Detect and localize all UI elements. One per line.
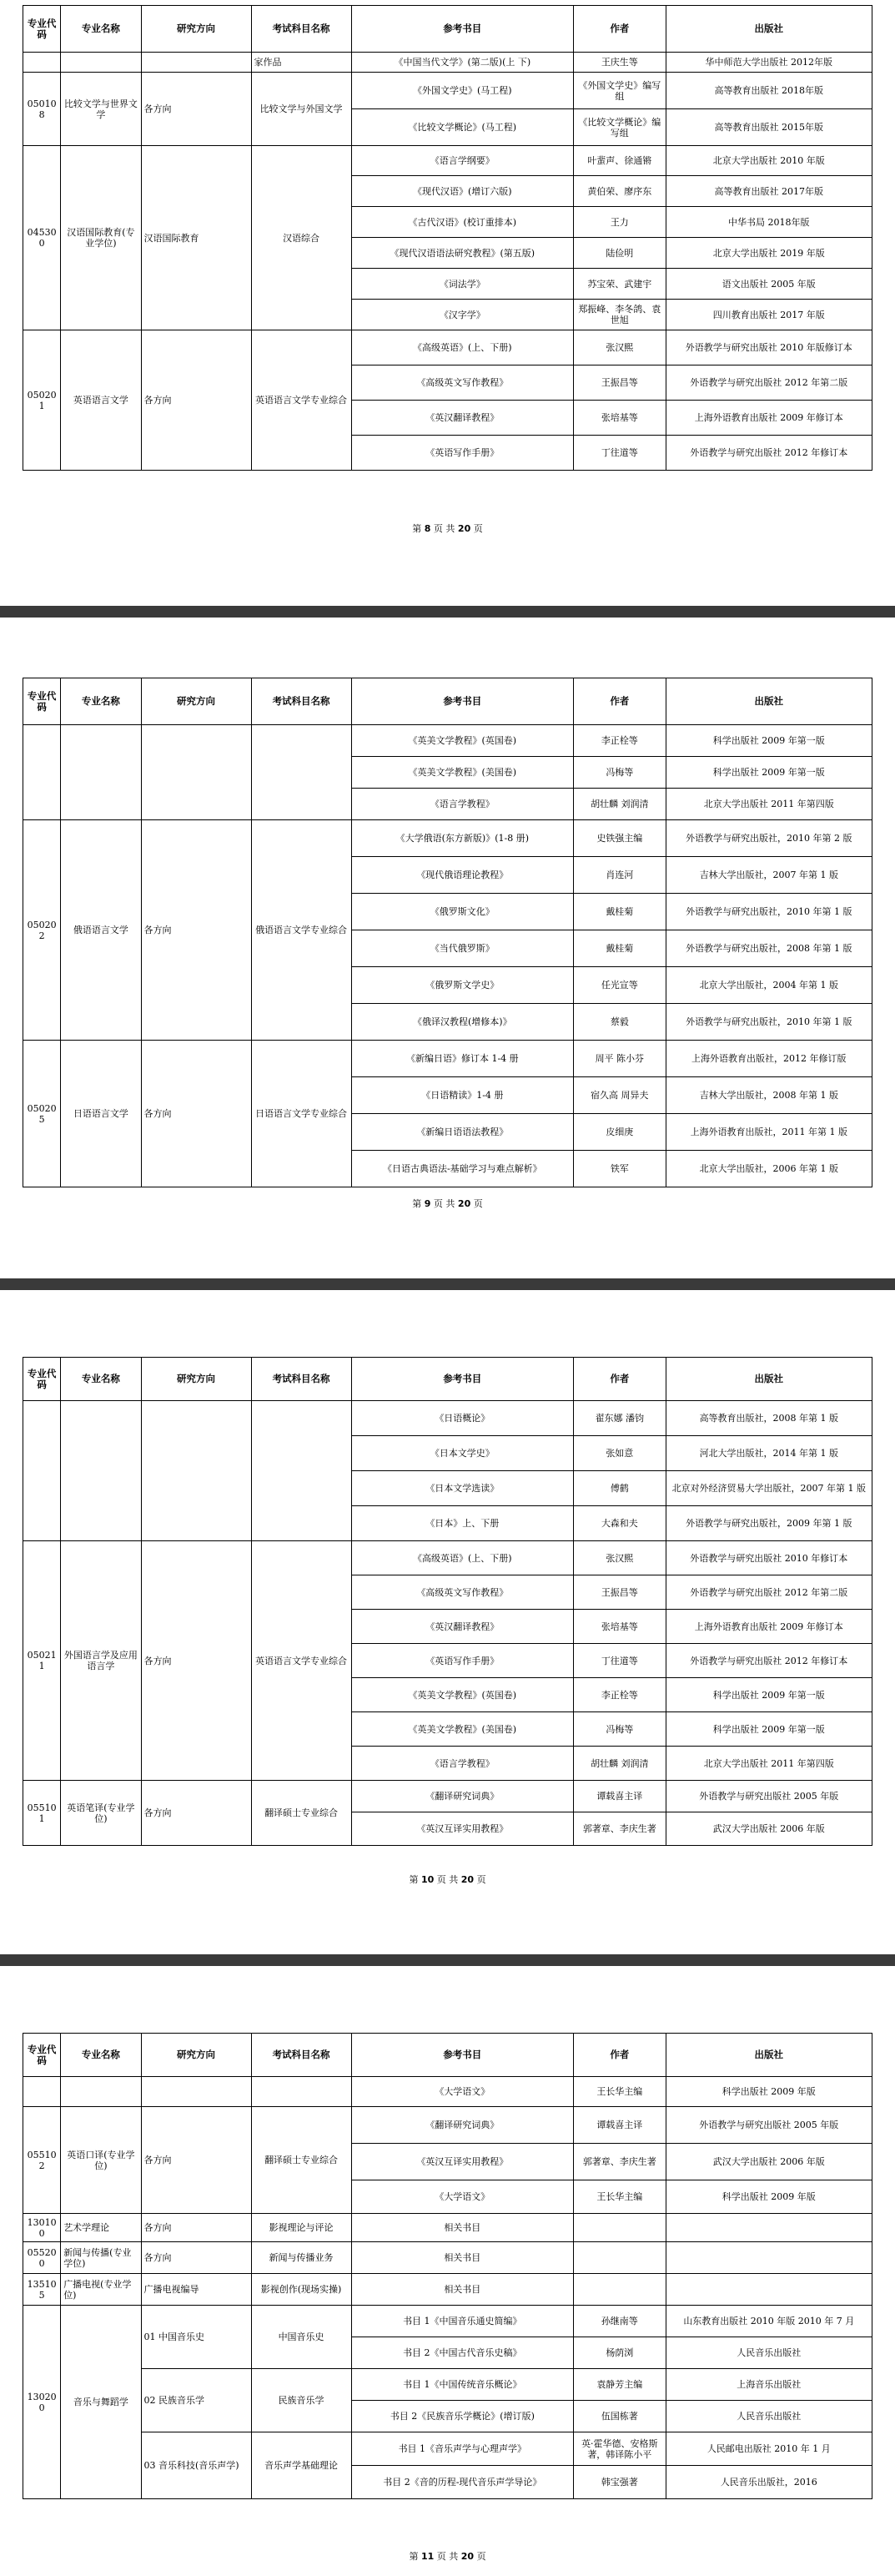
cell-publisher: 高等教育出版社 2018年版 [666,73,872,109]
table-row [23,2274,872,2306]
cell-publisher: 人民音乐出版社 [666,2401,872,2432]
header-direction: 研究方向 [141,2034,251,2077]
header-exam: 考试科目名称 [251,2034,351,2077]
cell-publisher: 外语教学与研究出版社 2012 年修订本 [666,1644,872,1678]
cell-exam: 新闻与传播业务 [251,2242,351,2274]
cell-author: 伍国栋著 [574,2401,666,2432]
cell-book: 《高级英语》(上、下册) [351,1541,573,1575]
cell-major: 英语语言文学 [61,330,141,471]
table-row [23,1541,872,1575]
cell-publisher [666,2274,872,2306]
header-book: 参考书目 [351,6,573,53]
page-11 [0,1966,895,2576]
cell-major [61,2077,141,2107]
cell-publisher: 北京大学出版社 2019 年版 [666,238,872,269]
cell-publisher: 武汉大学出版社 2006 年版 [666,1812,872,1846]
header-book: 参考书目 [351,678,573,725]
cell-major: 新闻与传播(专业学位) [61,2242,141,2274]
cell-author: 张汉熙 [574,330,666,365]
cell-code: 055200 [23,2242,61,2274]
cell-major [61,53,141,73]
cell-publisher: 山东教育出版社 2010 年版 2010 年 7 月 [666,2306,872,2337]
cell-book: 相关书目 [351,2274,573,2306]
cell-publisher: 人民邮电出版社 2010 年 1 月 [666,2432,872,2466]
cell-major: 音乐与舞蹈学 [61,2306,141,2499]
page-number: 9 [424,1198,431,1209]
header-publisher: 出版社 [666,678,872,725]
cell-author: 王长华主编 [574,2077,666,2107]
cell-book: 书目 1《中国传统音乐概论》 [351,2369,573,2401]
cell-book: 《俄罗斯文化》 [351,894,573,930]
cell-publisher: 语文出版社 2005 年版 [666,269,872,300]
cell-exam: 中国音乐史 [251,2306,351,2369]
cell-author: 胡壮麟 刘润清 [574,1747,666,1781]
cell-publisher: 外语教学与研究出版社 2010 年版修订本 [666,330,872,365]
cell-author [574,2214,666,2242]
cell-exam: 英语语言文学专业综合 [251,1541,351,1781]
header-publisher: 出版社 [666,6,872,53]
total-pages: 20 [457,1198,471,1209]
cell-author: 袁静芳主编 [574,2369,666,2401]
cell-publisher: 外语教学与研究出版社 2012 年第二版 [666,1575,872,1610]
total-pages: 20 [457,523,471,534]
header-exam: 考试科目名称 [251,678,351,725]
header-author: 作者 [574,1358,666,1401]
cell-exam [251,2077,351,2107]
cell-author: 周平 陈小芬 [574,1041,666,1077]
cell-code [23,1401,61,1541]
header-major: 专业名称 [61,6,141,53]
page-separator [0,606,895,618]
page-10 [0,1290,895,1954]
cell-author: 张培基等 [574,401,666,436]
header-publisher: 出版社 [666,2034,872,2077]
cell-author: 陆俭明 [574,238,666,269]
table-row [23,146,872,176]
cell-author: 张培基等 [574,1610,666,1644]
header-direction: 研究方向 [141,1358,251,1401]
cell-book: 《中国当代文学》(第二版)(上 下) [351,53,573,73]
cell-author [574,2274,666,2306]
cell-direction: 各方向 [141,330,251,471]
cell-author: 《外国文学史》编写组 [574,73,666,109]
cell-major: 艺术学理论 [61,2214,141,2242]
cell-exam: 音乐声学基础理论 [251,2432,351,2499]
cell-author: 孙继南等 [574,2306,666,2337]
cell-book: 《外国文学史》(马工程) [351,73,573,109]
cell-code: 055102 [23,2107,61,2214]
cell-book: 《英美文学教程》(英国卷) [351,1678,573,1712]
page-number: 10 [420,1874,435,1885]
cell-book: 书目 1《音乐声学与心理声学》 [351,2432,573,2466]
page-footer: 第 11 页 共 20 页 [409,2551,486,2562]
cell-book: 《英美文学教程》(美国卷) [351,1712,573,1747]
page-9 [0,618,895,1274]
cell-book: 《高级英文写作教程》 [351,365,573,401]
cell-publisher: 科学出版社 2009 年第一版 [666,725,872,757]
cell-direction: 各方向 [141,820,251,1041]
cell-publisher: 武汉大学出版社 2006 年版 [666,2144,872,2180]
cell-author: 李正栓等 [574,1678,666,1712]
total-pages: 20 [460,1874,475,1885]
cell-direction [141,53,251,73]
table-row [23,1041,872,1077]
cell-exam: 民族音乐学 [251,2369,351,2432]
cell-publisher: 外语教学与研究出版社，2009 年第 1 版 [666,1506,872,1541]
cell-major: 英语口译(专业学位) [61,2107,141,2214]
cell-author: 翟东娜 潘钧 [574,1401,666,1436]
cell-publisher: 北京大学出版社，2004 年第 1 版 [666,967,872,1004]
cell-book: 相关书目 [351,2214,573,2242]
cell-publisher: 上海外语教育出版社 2009 年修订本 [666,401,872,436]
header-publisher: 出版社 [666,1358,872,1401]
cell-publisher: 上海音乐出版社 [666,2369,872,2401]
cell-publisher: 外语教学与研究出版社，2010 年第 1 版 [666,894,872,930]
table-row [23,1781,872,1812]
cell-book: 《现代汉语》(增订六版) [351,176,573,207]
cell-publisher: 外语教学与研究出版社 2010 年修订本 [666,1541,872,1575]
cell-major: 汉语国际教育(专业学位) [61,146,141,330]
page-footer: 第 10 页 共 20 页 [409,1874,486,1885]
cell-exam: 日语语言文学专业综合 [251,1041,351,1187]
header-direction: 研究方向 [141,6,251,53]
cell-code: 050205 [23,1041,61,1187]
cell-book: 《日本》上、下册 [351,1506,573,1541]
cell-author: 戴桂菊 [574,930,666,967]
cell-author: 李正栓等 [574,725,666,757]
cell-book: 《大学俄语(东方新版)》(1-8 册) [351,820,573,857]
cell-author: 《比较文学概论》编写组 [574,109,666,146]
cell-author: 王力 [574,207,666,238]
table-row [23,2306,872,2337]
table-row [23,725,872,757]
cell-author [574,2242,666,2274]
cell-exam: 翻译硕士专业综合 [251,1781,351,1846]
cell-publisher: 高等教育出版社 2017年版 [666,176,872,207]
cell-book: 《翻译研究词典》 [351,2107,573,2144]
cell-publisher: 科学出版社 2009 年版 [666,2180,872,2214]
header-code: 专业代码 [23,1358,61,1401]
page-separator [0,1278,895,1290]
total-pages: 20 [460,2551,475,2562]
cell-author: 张如意 [574,1436,666,1471]
cell-author: 铁军 [574,1151,666,1187]
header-major: 专业名称 [61,2034,141,2077]
cell-author: 黄伯荣、廖序东 [574,176,666,207]
cell-book: 《日本文学选读》 [351,1471,573,1506]
cell-major [61,1401,141,1541]
cell-direction: 汉语国际教育 [141,146,251,330]
cell-author: 丁往道等 [574,436,666,471]
cell-direction [141,1401,251,1541]
cell-publisher: 上海外语教育出版社 2009 年修订本 [666,1610,872,1644]
cell-exam: 比较文学与外国文学 [251,73,351,146]
cell-author: 谭载喜主译 [574,1781,666,1812]
cell-author: 王庆生等 [574,53,666,73]
cell-book: 《新编日语语法教程》 [351,1114,573,1151]
cell-book: 《日本文学史》 [351,1436,573,1471]
header-exam: 考试科目名称 [251,1358,351,1401]
table-row [23,2242,872,2274]
cell-author: 谭载喜主译 [574,2107,666,2144]
cell-book: 《日语古典语法-基础学习与难点解析》 [351,1151,573,1187]
cell-major: 日语语言文学 [61,1041,141,1187]
cell-direction: 广播电视编导 [141,2274,251,2306]
cell-major: 广播电视(专业学位) [61,2274,141,2306]
cell-publisher: 高等教育出版社，2008 年第 1 版 [666,1401,872,1436]
cell-author: 史铁强主编 [574,820,666,857]
cell-publisher: 北京大学出版社，2006 年第 1 版 [666,1151,872,1187]
cell-code [23,725,61,820]
cell-author: 宿久高 周异夫 [574,1077,666,1114]
cell-book: 《当代俄罗斯》 [351,930,573,967]
cell-book: 《英语写作手册》 [351,1644,573,1678]
page-8 [0,0,895,601]
cell-author: 傅鹤 [574,1471,666,1506]
cell-book: 书目 1《中国音乐通史简编》 [351,2306,573,2337]
cell-book: 书目 2《中国古代音乐史稿》 [351,2337,573,2369]
cell-direction: 01 中国音乐史 [141,2306,251,2369]
cell-exam: 翻译硕士专业综合 [251,2107,351,2214]
cell-major: 俄语语言文学 [61,820,141,1041]
page-footer: 第 9 页 共 20 页 [412,1198,483,1209]
cell-book: 《语言学教程》 [351,1747,573,1781]
cell-author: 蔡毅 [574,1004,666,1041]
cell-book: 《英汉翻译教程》 [351,1610,573,1644]
cell-book: 《词法学》 [351,269,573,300]
header-major: 专业名称 [61,1358,141,1401]
cell-publisher: 北京大学出版社 2010 年版 [666,146,872,176]
cell-direction: 各方向 [141,2242,251,2274]
cell-exam: 家作品 [251,53,351,73]
cell-author: 冯梅等 [574,1712,666,1747]
cell-code: 130200 [23,2306,61,2499]
page-number: 8 [424,523,431,534]
cell-code: 050108 [23,73,61,146]
cell-publisher: 中华书局 2018年版 [666,207,872,238]
cell-major: 比较文学与世界文学 [61,73,141,146]
cell-book: 《古代汉语》(校订重排本) [351,207,573,238]
table-row [23,2214,872,2242]
cell-publisher: 外语教学与研究出版社，2010 年第 2 版 [666,820,872,857]
header-author: 作者 [574,6,666,53]
cell-book: 书目 2《民族音乐学概论》(增订版) [351,2401,573,2432]
cell-direction: 各方向 [141,73,251,146]
page-10-table [23,1357,872,1846]
cell-book: 《高级英语》(上、下册) [351,330,573,365]
header-major: 专业名称 [61,678,141,725]
cell-code: 045300 [23,146,61,330]
table-row [23,73,872,109]
cell-publisher: 北京对外经济贸易大学出版社，2007 年第 1 版 [666,1471,872,1506]
cell-code: 055101 [23,1781,61,1846]
cell-direction: 各方向 [141,1541,251,1781]
cell-publisher: 外语教学与研究出版社 2012 年第二版 [666,365,872,401]
cell-exam: 英语语言文学专业综合 [251,330,351,471]
cell-publisher: 北京大学出版社 2011 年第四版 [666,1747,872,1781]
cell-publisher: 四川教育出版社 2017 年版 [666,300,872,330]
page-9-table [23,678,872,1187]
header-code: 专业代码 [23,2034,61,2077]
cell-code [23,2077,61,2107]
cell-book: 《俄译汉教程(增修本)》 [351,1004,573,1041]
cell-author: 胡壮麟 刘润清 [574,789,666,820]
cell-author: 英·霍华德、安格斯著，韩译陈小平 [574,2432,666,2466]
cell-publisher: 科学出版社 2009 年第一版 [666,1712,872,1747]
cell-code: 135105 [23,2274,61,2306]
cell-book: 《日语概论》 [351,1401,573,1436]
cell-publisher: 外语教学与研究出版社，2008 年第 1 版 [666,930,872,967]
cell-author: 叶蜚声、徐通锵 [574,146,666,176]
cell-publisher [666,2214,872,2242]
cell-publisher: 吉林大学出版社，2007 年第 1 版 [666,857,872,894]
cell-exam [251,725,351,820]
cell-author: 冯梅等 [574,757,666,789]
table-row [23,2107,872,2144]
cell-exam: 俄语语言文学专业综合 [251,820,351,1041]
cell-publisher: 上海外语教育出版社，2011 年第 1 版 [666,1114,872,1151]
cell-major [61,725,141,820]
cell-publisher: 外语教学与研究出版社 2005 年版 [666,1781,872,1812]
cell-book: 《大学语文》 [351,2077,573,2107]
cell-exam: 影视创作(现场实操) [251,2274,351,2306]
cell-direction: 02 民族音乐学 [141,2369,251,2432]
table-row [23,2432,872,2466]
cell-publisher: 科学出版社 2009 年版 [666,2077,872,2107]
header-code: 专业代码 [23,6,61,53]
cell-author: 张汉熙 [574,1541,666,1575]
cell-exam: 汉语综合 [251,146,351,330]
cell-direction: 各方向 [141,2107,251,2214]
cell-code: 050201 [23,330,61,471]
cell-book: 《汉字学》 [351,300,573,330]
cell-publisher: 外语教学与研究出版社，2010 年第 1 版 [666,1004,872,1041]
table-row [23,820,872,857]
cell-author: 杨荫浏 [574,2337,666,2369]
page-number: 11 [420,2551,435,2562]
cell-book: 《英美文学教程》(英国卷) [351,725,573,757]
cell-direction: 各方向 [141,2214,251,2242]
page-footer: 第 8 页 共 20 页 [412,523,483,534]
cell-publisher: 外语教学与研究出版社 2005 年版 [666,2107,872,2144]
cell-book: 《语言学教程》 [351,789,573,820]
cell-author: 肖连河 [574,857,666,894]
cell-author: 郭著章、李庆生著 [574,2144,666,2180]
cell-book: 《高级英文写作教程》 [351,1575,573,1610]
page-11-table [23,2033,872,2499]
cell-book: 《现代俄语理论教程》 [351,857,573,894]
table-row [23,2369,872,2401]
cell-book: 《日语精读》1-4 册 [351,1077,573,1114]
cell-direction [141,725,251,820]
cell-publisher: 高等教育出版社 2015年版 [666,109,872,146]
cell-book: 《英美文学教程》(美国卷) [351,757,573,789]
cell-publisher: 吉林大学出版社，2008 年第 1 版 [666,1077,872,1114]
header-author: 作者 [574,678,666,725]
cell-author: 苏宝荣、武建宇 [574,269,666,300]
cell-publisher: 科学出版社 2009 年第一版 [666,1678,872,1712]
header-book: 参考书目 [351,1358,573,1401]
cell-author: 大森和夫 [574,1506,666,1541]
header-code: 专业代码 [23,678,61,725]
cell-author: 丁往道等 [574,1644,666,1678]
cell-author: 任光宣等 [574,967,666,1004]
cell-publisher: 北京大学出版社 2011 年第四版 [666,789,872,820]
cell-code: 130100 [23,2214,61,2242]
cell-direction: 各方向 [141,1781,251,1846]
cell-publisher: 上海外语教育出版社，2012 年修订版 [666,1041,872,1077]
cell-book: 《比较文学概论》(马工程) [351,109,573,146]
cell-book: 《新编日语》修订本 1-4 册 [351,1041,573,1077]
cell-code [23,53,61,73]
cell-author: 戴桂菊 [574,894,666,930]
header-book: 参考书目 [351,2034,573,2077]
cell-publisher: 人民音乐出版社，2016 [666,2466,872,2499]
cell-publisher: 外语教学与研究出版社 2012 年修订本 [666,436,872,471]
cell-exam: 影视理论与评论 [251,2214,351,2242]
cell-author: 王长华主编 [574,2180,666,2214]
cell-book: 《英汉翻译教程》 [351,401,573,436]
table-row [23,2077,872,2107]
header-exam: 考试科目名称 [251,6,351,53]
cell-book: 《大学语文》 [351,2180,573,2214]
page-8-table [23,5,872,471]
table-row [23,1401,872,1436]
cell-direction [141,2077,251,2107]
header-author: 作者 [574,2034,666,2077]
cell-exam [251,1401,351,1541]
cell-publisher: 人民音乐出版社 [666,2337,872,2369]
cell-major: 英语笔译(专业学位) [61,1781,141,1846]
cell-direction: 各方向 [141,1041,251,1187]
cell-code: 050202 [23,820,61,1041]
cell-author: 韩宝强著 [574,2466,666,2499]
cell-book: 《英汉互译实用教程》 [351,1812,573,1846]
cell-book: 相关书目 [351,2242,573,2274]
cell-book: 《英语写作手册》 [351,436,573,471]
cell-book: 书目 2《音的历程-现代音乐声学导论》 [351,2466,573,2499]
cell-book: 《俄罗斯文学史》 [351,967,573,1004]
cell-book: 《现代汉语语法研究教程》(第五版) [351,238,573,269]
cell-book: 《翻译研究词典》 [351,1781,573,1812]
table-row [23,330,872,365]
header-direction: 研究方向 [141,678,251,725]
cell-book: 《英汉互译实用教程》 [351,2144,573,2180]
page-separator [0,1954,895,1966]
cell-publisher: 河北大学出版社，2014 年第 1 版 [666,1436,872,1471]
cell-publisher: 华中师范大学出版社 2012年版 [666,53,872,73]
cell-author: 王振昌等 [574,1575,666,1610]
cell-book: 《语言学纲要》 [351,146,573,176]
cell-author: 郑振峰、李冬鸽、袁世旭 [574,300,666,330]
cell-author: 郭著章、李庆生著 [574,1812,666,1846]
cell-major: 外国语言学及应用语言学 [61,1541,141,1781]
cell-author: 王振昌等 [574,365,666,401]
cell-code: 050211 [23,1541,61,1781]
cell-publisher: 科学出版社 2009 年第一版 [666,757,872,789]
cell-publisher [666,2242,872,2274]
cell-direction: 03 音乐科技(音乐声学) [141,2432,251,2499]
table-row [23,53,872,73]
cell-author: 皮细庚 [574,1114,666,1151]
